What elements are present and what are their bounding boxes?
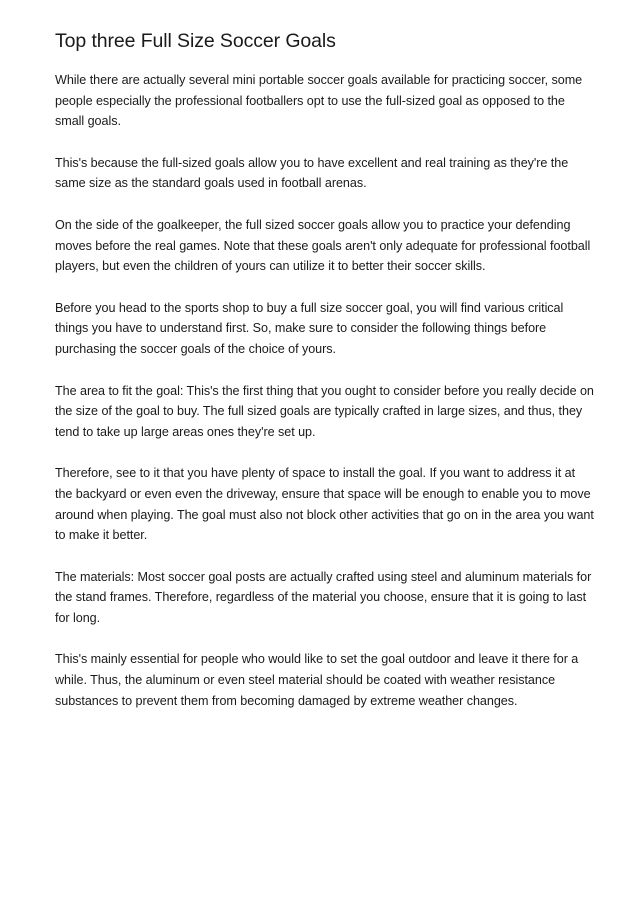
- paragraph-8: This's mainly essential for people who would like to set the goal outdoor and leave it there for a while. Thus, the aluminum or even steel material should be coated with weather resistance substances to prevent them from becoming damaged by extreme weather changes.: [55, 652, 579, 708]
- document-title: Top three Full Size Soccer Goals: [55, 30, 336, 52]
- paragraph-5: The area to fit the goal: This's the first thing that you ought to consider before you really decide on the size of the goal to buy. The full sized goals are typically crafted in large sizes, and thus, they tend to take up large areas ones they're set up.: [55, 383, 594, 439]
- paragraph-6: Therefore, see to it that you have plenty of space to install the goal. If you want to address it at the backyard or even even the driveway, ensure that space will be enough to enable you to move around when playing. The goal must also not block other activities that go on in the area you want to make it better.: [55, 466, 594, 543]
- paragraph-2: This's because the full-sized goals allow you to have excellent and real training as they're the same size as the standard goals used in football arenas.: [55, 155, 569, 191]
- paragraph-7: The materials: Most soccer goal posts are actually crafted using steel and aluminum materials for the stand frames. Therefore, regardless of the material you choose, ensure that it is going to last for long.: [55, 569, 592, 625]
- paragraph-4: Before you head to the sports shop to buy a full size soccer goal, you will find various critical things you have to understand first. So, make sure to consider the following things before purchasing the soccer goals of the choice of yours.: [55, 300, 564, 356]
- paragraph-3: On the side of the goalkeeper, the full sized soccer goals allow you to practice your defending moves before the real games. Note that these goals aren't only adequate for professional football players, but even the children of yours can utilize it to better their soccer skills.: [55, 217, 591, 274]
- paragraph-1: While there are actually several mini portable soccer goals available for practicing soccer, some people especially the professional footballers opt to use the full-sized goal as opposed to the small goals.: [55, 73, 583, 129]
- document-page: [55, 28, 595, 732]
